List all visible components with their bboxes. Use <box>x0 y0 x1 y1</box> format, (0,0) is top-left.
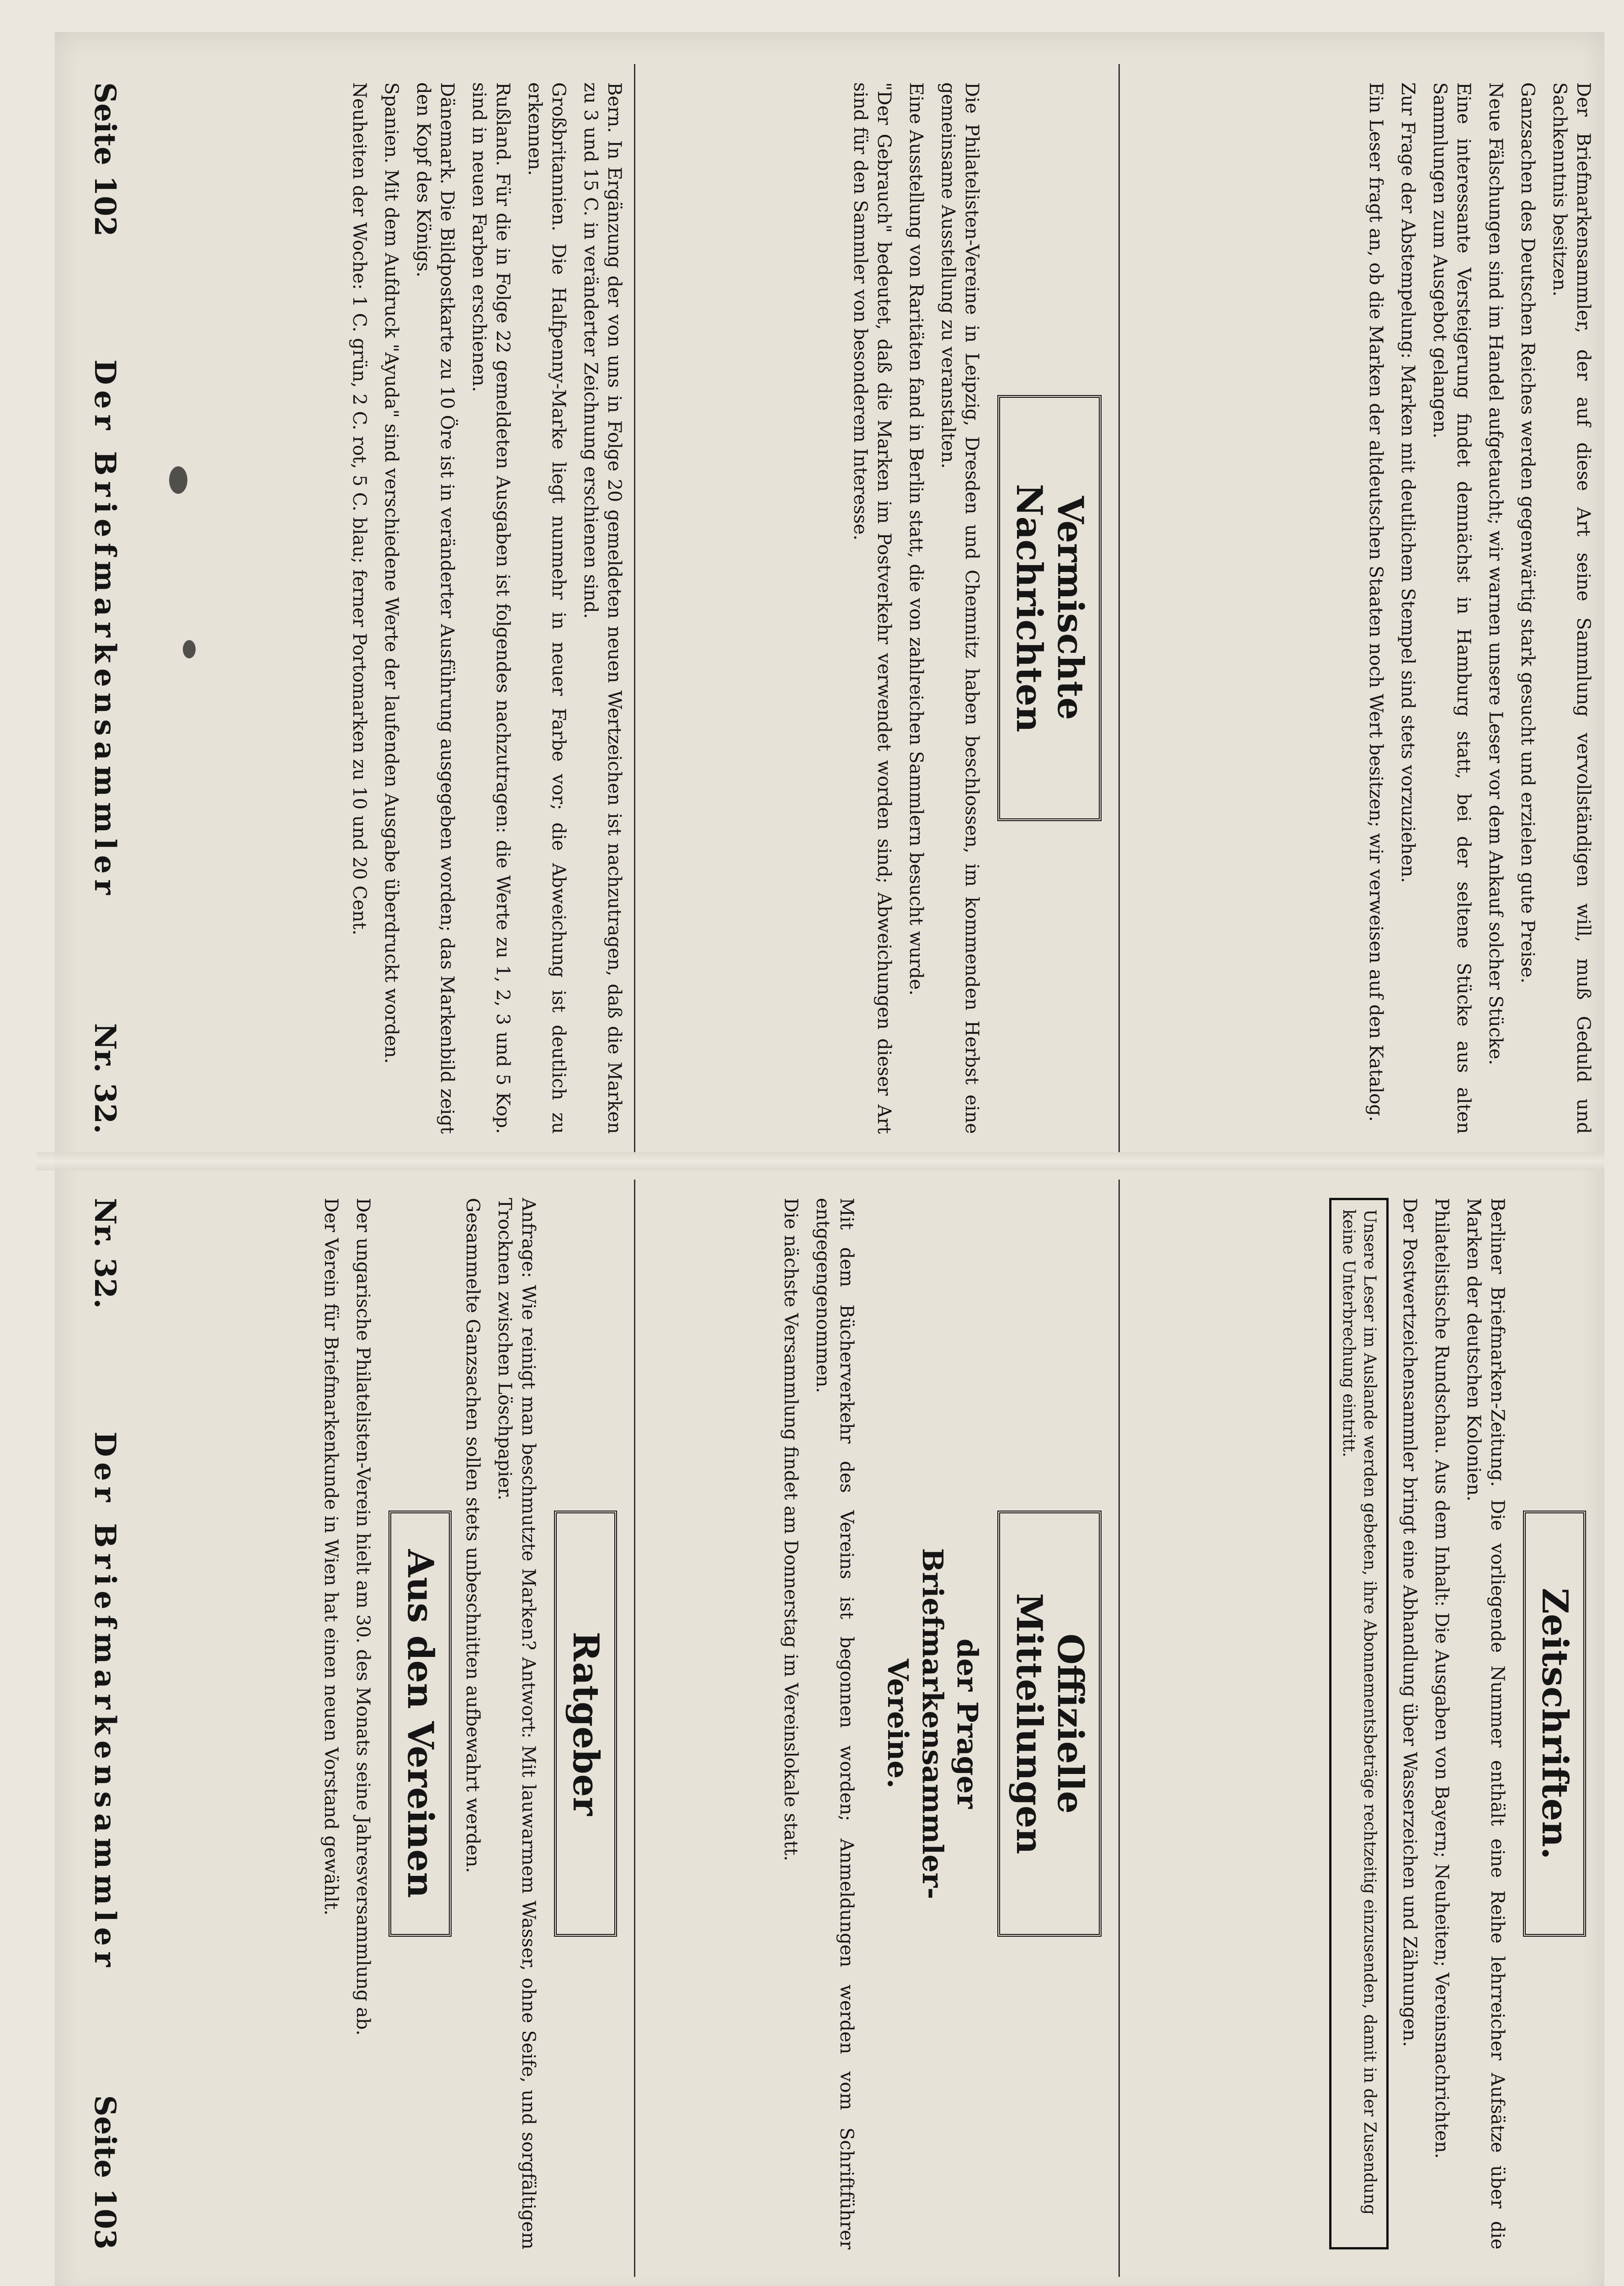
paragraph: Anfrage: Wie reinigt man beschmutzte Marken? Antwort: Mit lauwarmem Wasser, ohne Seife, und sorgfältigem Trocknen zwischen Löschpapier. <box>494 1198 539 2249</box>
paragraph: Der Briefmarkensammler, der auf diese Art seine Sammlung vervollständigen will, muß Geduld und Sachkenntnis besitzen. <box>1549 82 1594 1134</box>
paragraph: Gesammelte Ganzsachen sollen stets unbeschnitten aufbewahrt werden. <box>462 1198 483 1873</box>
paragraph: Die Philatelisten-Vereine in Leipzig, Dresden und Chemnitz haben beschlossen, im kommenden Herbst eine gemeinsame Ausstellung zu veranstalten. <box>937 82 982 1134</box>
section-heading: Offizielle Mitteilungen <box>997 1511 1102 1937</box>
column-2 <box>644 1180 1120 2277</box>
paragraph: Rußland. Für die in Folge 22 gemeldeten Ausgaben ist folgendes nachzutragen: die Werte zu 1, 2, 3 und 5 Kop. sind in neuen Farben erschienen. <box>469 82 513 1134</box>
column-1 <box>160 64 635 1152</box>
section-heading: Ratgeber <box>554 1511 617 1937</box>
columns <box>160 64 1594 1152</box>
paragraph: "Der Gebrauch" bedeutet, daß die Marken im Postverkehr verwendet worden sind; Abweichungen dieser Art sind für den Sammler von besonderem Interesse. <box>850 82 895 1134</box>
column-3 <box>1129 1180 1604 2277</box>
paragraph: Eine interessante Versteigerung findet demnächst in Hamburg statt, bei der seltene Stücke aus alten Sammlungen zum Ausgebot gelangen. <box>1429 82 1474 1134</box>
paragraph: Der Verein für Briefmarkenkunde in Wien hat einen neuen Vorstand gewählt. <box>320 1198 341 1916</box>
journal-title: Der Briefmarkensammler <box>88 1431 122 1972</box>
paragraph: Ganzsachen des Deutschen Reiches werden gegenwärtig stark gesucht und erzielen gute Preise. <box>1517 82 1538 983</box>
issue-number: Nr. 32. <box>88 1198 122 1309</box>
section-heading: Vermischte Nachrichten <box>997 395 1102 821</box>
page-seite-103 <box>69 1180 1591 2277</box>
paragraph: Großbritannien. Die Halfpenny-Marke liegt nunmehr in neuer Farbe vor; die Abweichung ist deutlich zu erkennen. <box>524 82 569 1134</box>
paragraph: Mit dem Bücherverkehr des Vereins ist begonnen worden; Anmeldungen werden vom Schriftführer entgegengenommen. <box>812 1198 857 2249</box>
paragraph: Berliner Briefmarken-Zeitung. Die vorliegende Nummer enthält eine Reihe lehrreicher Aufsätze über die Marken der deutschen Kolonien. <box>1463 1198 1508 2249</box>
paragraph: Ein Leser fragt an, ob die Marken der altdeutschen Staaten noch Wert besitzen; wir verweisen auf den Katalog. <box>1365 82 1386 1122</box>
paragraph: Neue Fälschungen sind im Handel aufgetaucht; wir warnen unsere Leser vor dem Ankauf solcher Stücke. <box>1485 82 1506 1065</box>
section-subheading: der Prager Briefmarkensammler-Vereine. <box>881 1548 984 1900</box>
page-number: Seite 102 <box>88 82 122 237</box>
paragraph: Dänemark. Die Bildpostkarte zu 10 Öre ist in veränderter Ausführung ausgegeben worden; das Markenbild zeigt den Kopf des Königs. <box>413 82 458 1134</box>
column-3 <box>1129 64 1604 1152</box>
paragraph: Der ungarische Philatelisten-Verein hielt am 30. des Monats seine Jahresversammlung ab. <box>352 1198 373 2036</box>
page-fold <box>37 1152 1604 1170</box>
section-heading: Zeitschriften. <box>1523 1511 1586 1937</box>
page-seite-102 <box>69 64 1594 1152</box>
ink-stain <box>169 466 187 494</box>
paragraph: Philatelistische Rundschau. Aus dem Inhalt: Die Ausgaben von Bayern; Neuheiten; Vereinsnachrichten. <box>1431 1198 1452 2159</box>
notice-box: Unsere Leser im Auslande werden gebeten, ihre Abonnementsbeträge rechtzeitig einzusenden, damit in der Zusendung keine Unterbrechung eintritt. <box>1329 1198 1389 2249</box>
columns <box>160 1180 1591 2277</box>
paragraph: Eine Ausstellung von Raritäten fand in Berlin statt, die von zahlreichen Sammlern besucht wurde. <box>905 82 926 996</box>
paragraph: Spanien. Mit dem Aufdruck "Ayuda" sind verschiedene Werte der laufenden Ausgabe überdruckt worden. <box>381 82 402 1064</box>
paragraph: Der Postwertzeichensammler bringt eine Abhandlung über Wasserzeichen und Zähnungen. <box>1399 1198 1420 2047</box>
ink-stain <box>183 640 196 658</box>
paragraph: Neuheiten der Woche: 1 C. grün, 2 C. rot, 5 C. blau; ferner Portomarken zu 10 und 20 Cent. <box>349 82 370 935</box>
running-head <box>69 1180 142 2277</box>
column-1 <box>160 1180 635 2277</box>
section-heading: Aus den Vereinen <box>389 1511 452 1937</box>
issue-number: Nr. 32. <box>88 1023 122 1134</box>
column-2 <box>644 64 1120 1152</box>
journal-title: Der Briefmarkensammler <box>88 359 122 900</box>
paragraph: Die nächste Versammlung findet am Donnerstag im Vereinslokale statt. <box>780 1198 801 1861</box>
paragraph: Zur Frage der Abstempelung: Marken mit deutlichem Stempel sind stets vorzuziehen. <box>1397 82 1418 883</box>
running-head <box>69 64 142 1152</box>
page-number: Seite 103 <box>88 2095 122 2249</box>
paragraph: Bern. In Ergänzung der von uns in Folge 20 gemeldeten neuen Wertzeichen ist nachzutragen, daß die Marken zu 3 und 15 C. in veränderter Zeichnung erschienen sind. <box>580 82 625 1134</box>
